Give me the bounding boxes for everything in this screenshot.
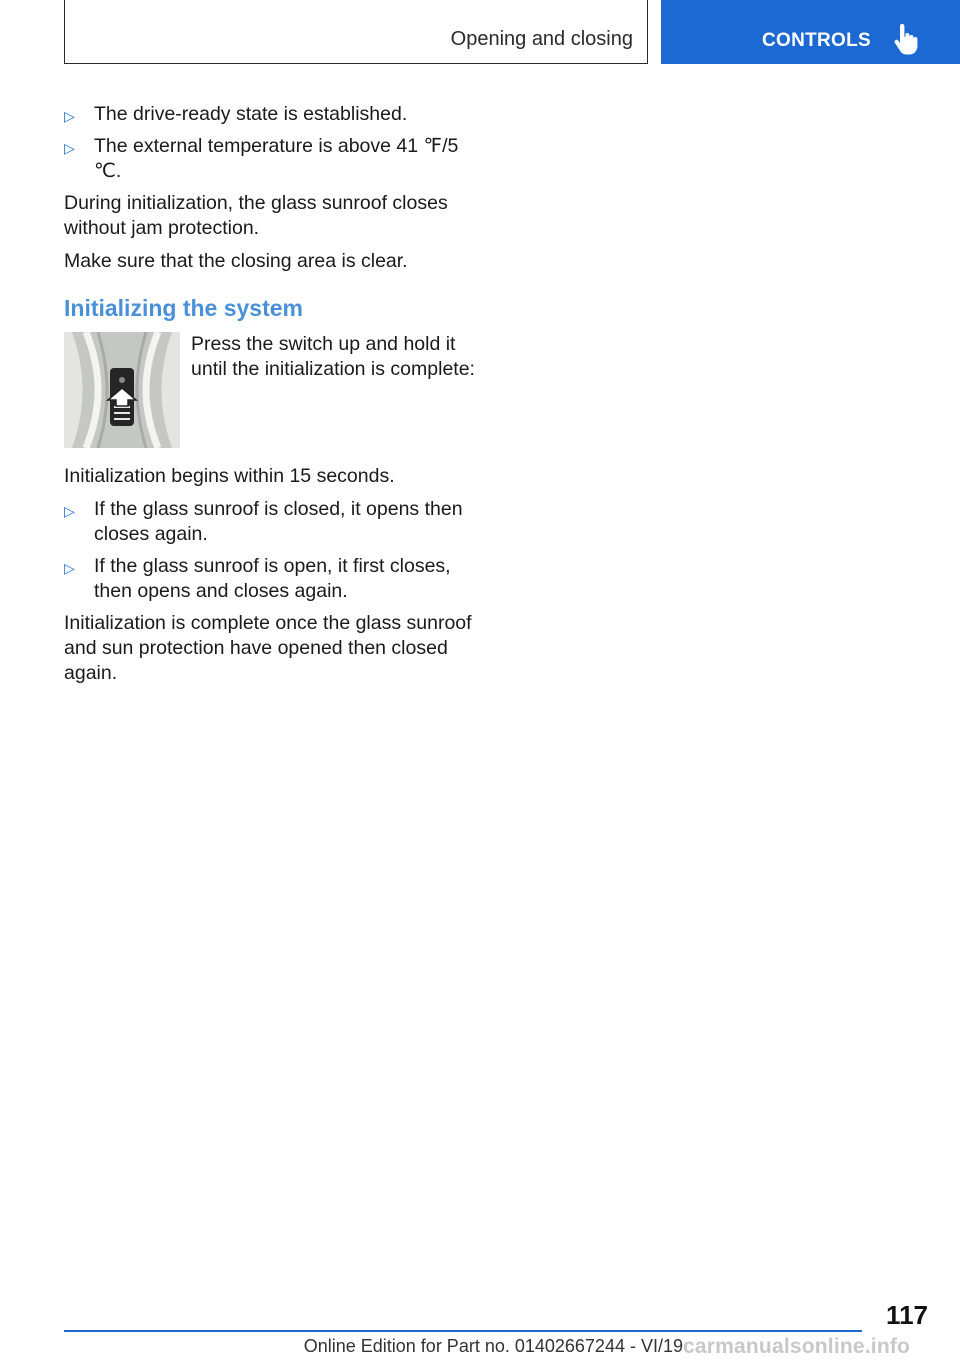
bullet-triangle-icon: ▷ [64, 140, 75, 156]
figure-caption: Press the switch up and hold it until the initialization is complete: [191, 333, 475, 380]
list-item: ▷ The external temperature is above 41 ℉/5 ℃. [64, 135, 459, 182]
paragraph: During initialization, the glass sunroof closes without jam protection. [64, 192, 448, 239]
document-body [64, 102, 474, 694]
paragraph: Initialization is complete once the glass sunroof and sun protection have opened then closed again. [64, 612, 472, 684]
bullet-triangle-icon: ▷ [64, 503, 75, 519]
list-item: ▷ If the glass sunroof is open, it first closes, then opens and closes again. [64, 555, 451, 602]
footer-divider [64, 1330, 862, 1332]
edition-text: Online Edition for Part no. 01402667244 - VI/19 [303, 1336, 683, 1356]
figure-row [64, 332, 474, 450]
paragraph: Initialization begins within 15 seconds. [64, 465, 395, 487]
bullet-triangle-icon: ▷ [64, 108, 75, 124]
sunroof-switch-illustration [64, 332, 180, 448]
list-item: ▷ If the glass sunroof is closed, it opens then closes again. [64, 498, 463, 545]
controls-tab-label: CONTROLS [762, 30, 872, 51]
page-number: 117 [886, 1300, 928, 1330]
controls-tab[interactable] [661, 0, 960, 64]
section-heading: Initializing the system [64, 295, 303, 321]
paragraph: Make sure that the closing area is clear. [64, 250, 408, 272]
header-section-box [64, 0, 648, 64]
pointing-hand-icon [893, 24, 919, 56]
list-item: ▷ The drive-ready state is established. [64, 102, 474, 127]
watermark: carmanualsonline.info [683, 1335, 911, 1358]
bullet-triangle-icon: ▷ [64, 560, 75, 576]
section-title: Opening and closing [450, 28, 633, 50]
